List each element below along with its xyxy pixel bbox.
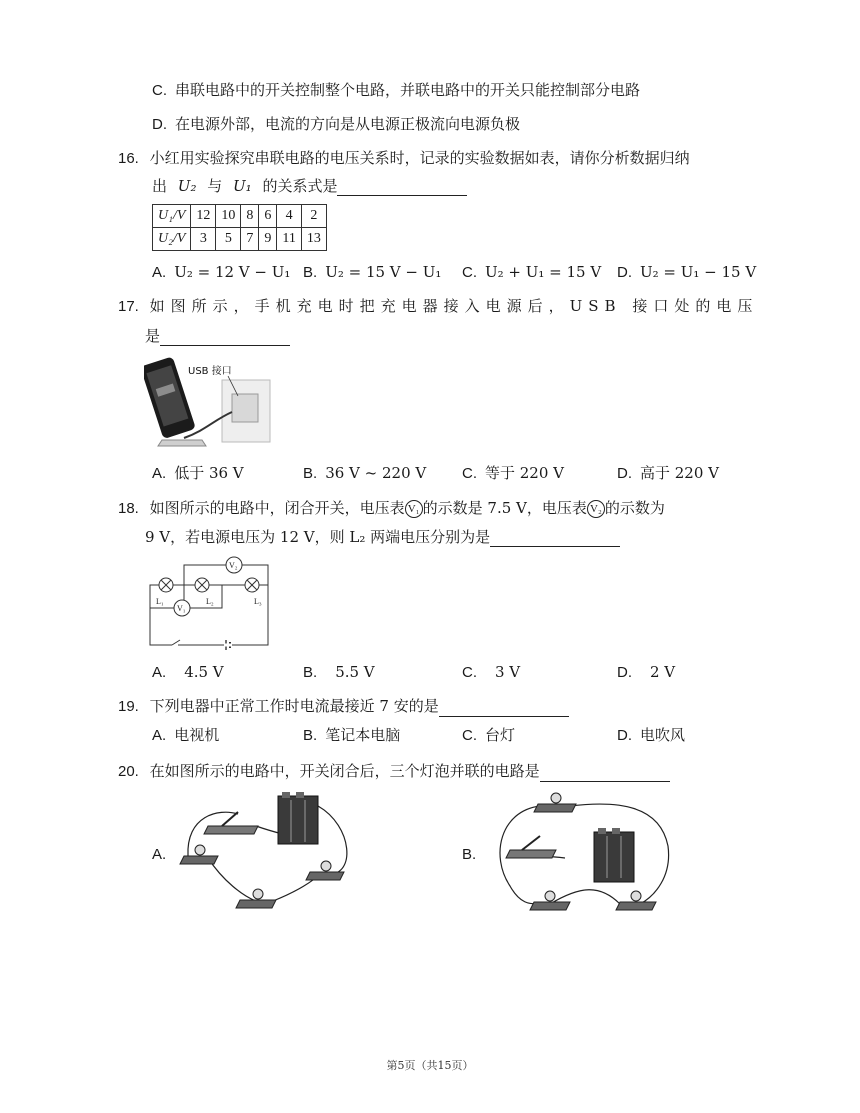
option-text: 电吹风 [640,726,686,744]
option-text: 2 V [650,663,676,681]
option-text: 笔记本电脑 [325,726,401,744]
q18-option-b[interactable] [303,662,375,683]
answer-blank[interactable] [160,329,290,346]
option-text: 串联电路中的开关控制整个电路，并联电路中的开关只能控制部分电路 [175,81,641,99]
answer-blank[interactable] [540,765,670,782]
q18-stem-line2 [145,527,620,547]
label-v1: V₁ [177,604,186,613]
bulb-icon [534,793,576,812]
table-cell: 7 [241,228,259,251]
text: 的关系式是 [262,177,338,195]
option-key: D. [617,264,632,281]
usb-label: USB 接口 [188,366,232,377]
label-l2: L₂ [206,597,214,606]
option-key: C. [462,664,477,681]
option-key: A. [152,727,167,744]
q18-stem-line1 [118,498,665,519]
question-number: 19. [118,698,139,715]
question-text: 如图所示，手机充电时把充电器接入电源后，USB 接口处的电压 [149,297,759,315]
table-cell: 10 [216,205,241,228]
q18-option-d[interactable] [617,662,675,683]
switch-icon [506,836,556,858]
question-text: 在如图所示的电路中，开关闭合后，三个灯泡并联的电路是 [149,762,540,780]
option-text: 36 V ~ 220 V [325,464,427,482]
q16-stem-line1 [118,148,690,169]
option-key: B. [303,264,318,281]
table-cell: 2 [301,205,326,228]
wire [208,858,256,901]
q17-option-d[interactable] [617,463,719,484]
option-text: 5.5 V [335,663,375,681]
option-key: C. [462,727,477,744]
option-key: D. [617,727,632,744]
q16-data-table [152,204,327,251]
option-text: 低于 36 V [174,464,244,482]
table-row [153,228,327,251]
q17-usb-charger-figure [144,350,274,450]
q19-option-c[interactable] [462,725,515,746]
option-key: A. [152,664,167,681]
option-text: 等于 220 V [485,464,564,482]
bulb-icon [616,891,656,910]
option-key: B. [303,727,318,744]
question-number: 17. [118,298,139,315]
q19-option-b[interactable] [303,725,400,746]
text: 出 [152,177,168,195]
text: 与 [207,177,223,195]
charger [232,394,258,422]
battery-icon [594,828,634,882]
option-text: 台灯 [485,726,516,744]
option-text: 电视机 [174,726,220,744]
table-cell: 4 [277,205,301,228]
q18-circuit-diagram [142,552,278,652]
q19-option-d[interactable] [617,725,685,746]
table-cell: U₁/V [153,205,191,228]
q16-option-d[interactable] [617,262,756,283]
question-text: 的示数是 7.5 V，电压表 [422,499,587,517]
answer-blank[interactable] [439,700,569,717]
voltmeter-v1-symbol: V₁ [405,500,423,518]
u2-symbol: U₂ [177,177,197,195]
q15-option-c [152,80,640,101]
q15-option-d [152,114,520,135]
option-text: 4.5 V [184,663,224,681]
q19-stem [118,696,569,717]
question-text: 是 [145,327,161,345]
table-cell: U₂/V [153,228,191,251]
label-v2: V₂ [229,561,238,570]
question-text: 如图所示的电路中，闭合开关，电压表 [149,499,405,517]
voltmeter-v2-symbol: V₂ [587,500,605,518]
option-key: C. [152,82,167,99]
option-text: 3 V [495,663,521,681]
option-key: D. [152,116,167,133]
option-key: B. [303,664,318,681]
q17-option-a[interactable] [152,463,244,484]
label-l3: L₃ [254,597,262,606]
question-number: 18. [118,500,139,517]
option-key: D. [617,465,632,482]
option-text: U₂ = U₁ − 15 V [640,263,757,281]
question-number: 16. [118,150,139,167]
option-text: U₂ = 15 V − U₁ [325,263,442,281]
circuit-outline [150,585,268,645]
table-cell: 9 [259,228,277,251]
bulb-icon [530,891,570,910]
u1-symbol: U₁ [233,177,252,195]
option-text: U₂ + U₁ = 15 V [485,263,602,281]
q16-option-c[interactable] [462,262,601,283]
battery-icon [278,792,318,844]
option-key: C. [462,465,477,482]
q19-option-a[interactable] [152,725,219,746]
table-row [153,205,327,228]
q16-option-a[interactable] [152,262,290,283]
q20-option-a-label[interactable]: A. [152,846,167,863]
question-text: 小红用实验探究串联电路的电压关系时，记录的实验数据如表，请你分析数据归纳 [149,149,690,167]
answer-blank[interactable] [490,530,620,547]
question-text: 9 V，若电源电压为 12 V，则 L₂ 两端电压分别为是 [145,528,491,546]
q17-option-c[interactable] [462,463,564,484]
table-cell: 13 [301,228,326,251]
phone-stand [158,440,206,446]
option-key: D. [617,664,632,681]
answer-blank[interactable] [337,179,467,196]
q20-stem [118,761,670,782]
q17-stem-line2 [145,326,290,346]
option-key: A. [152,264,167,281]
table-cell: 6 [259,205,277,228]
q18-option-c[interactable] [462,662,520,683]
table-cell: 8 [241,205,259,228]
bulb-icon [180,845,218,864]
option-key: C. [462,264,477,281]
page-footer: 第5页（共15页） [386,1059,474,1072]
table-cell: 11 [277,228,301,251]
question-number: 20. [118,763,139,780]
q20-option-b-label[interactable]: B. [462,846,477,863]
q20-option-b-circuit[interactable] [490,786,675,916]
q16-option-b[interactable] [303,262,441,283]
q16-stem-line2 [152,176,467,196]
option-text: U₂ = 12 V − U₁ [174,263,291,281]
q18-option-a[interactable] [152,662,224,683]
table-cell: 3 [191,228,216,251]
bulb-icon [236,889,276,908]
table-cell: 12 [191,205,216,228]
q17-option-b[interactable] [303,463,426,484]
option-key: B. [303,465,318,482]
switch-icon [204,812,258,834]
option-text: 在电源外部，电流的方向是从电源正极流向电源负极 [175,115,521,133]
label-l1: L₁ [156,597,164,606]
q20-option-a-circuit[interactable] [178,786,358,916]
question-text: 的示数为 [604,499,665,517]
bulb-icon [306,861,344,880]
option-text: 高于 220 V [640,464,719,482]
option-key: A. [152,465,167,482]
question-text: 下列电器中正常工作时电流最接近 7 安的是 [149,697,439,715]
q17-stem-line1 [118,296,758,317]
table-cell: 5 [216,228,241,251]
